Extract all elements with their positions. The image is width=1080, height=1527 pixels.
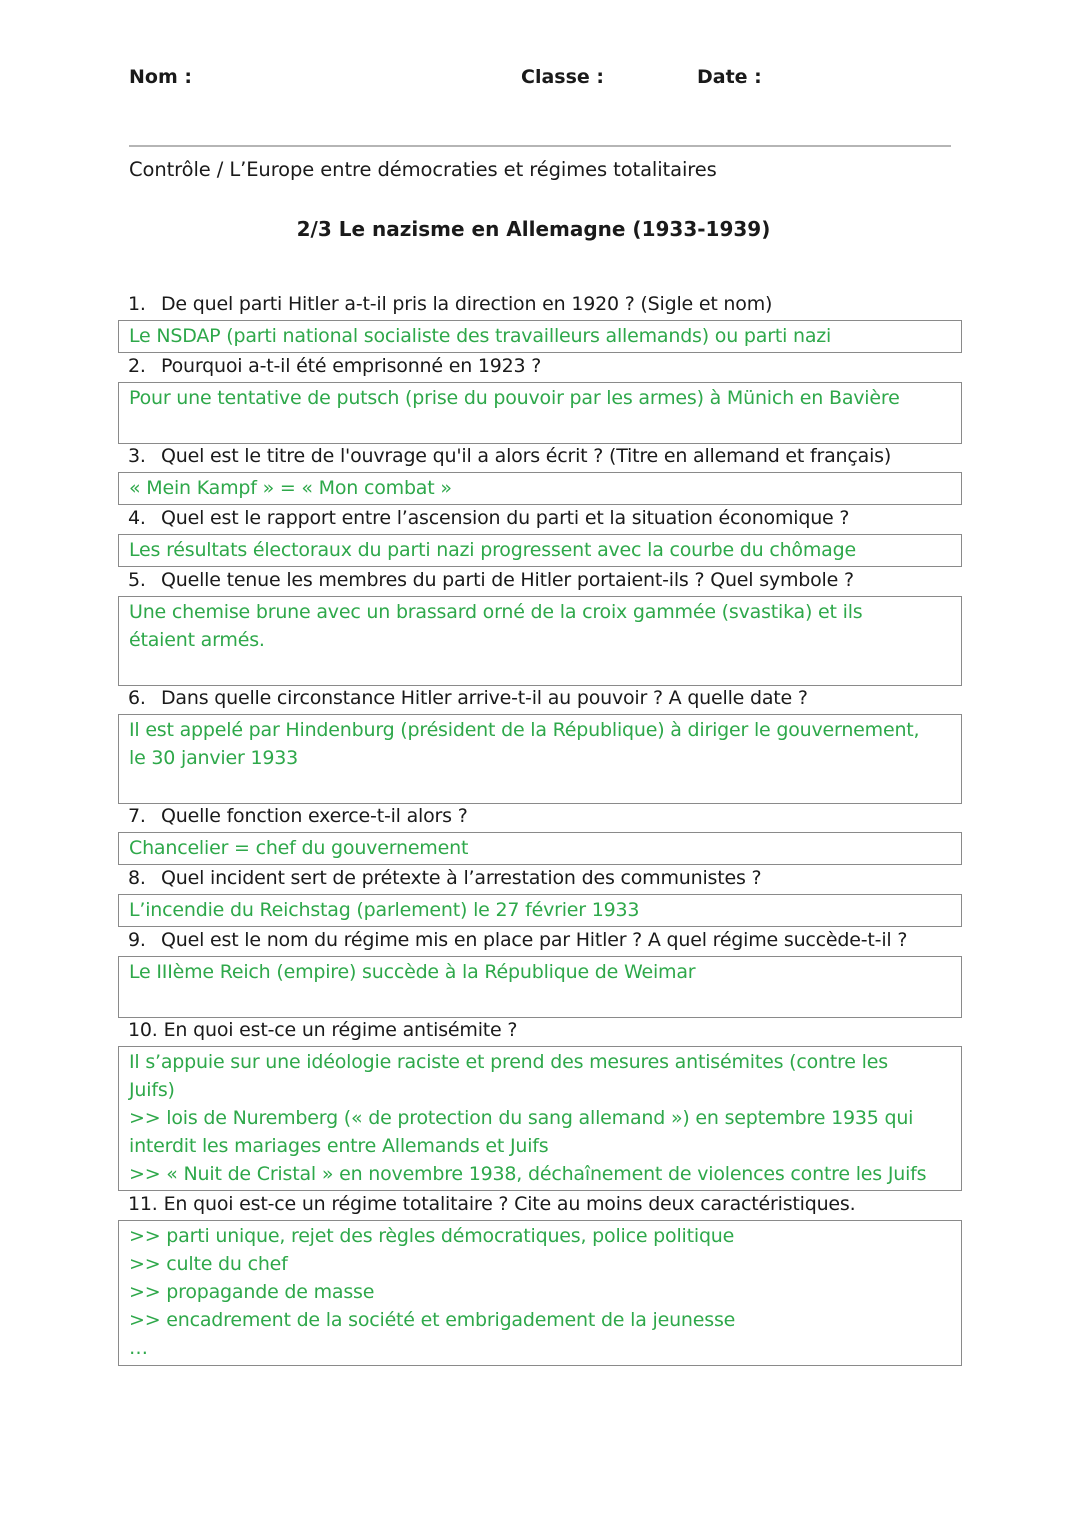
question-text: Quelle fonction exerce-t-il alors ? <box>161 805 468 827</box>
answer-line: Chancelier = chef du gouvernement <box>129 837 469 859</box>
answer-box <box>118 1046 962 1191</box>
question <box>118 503 962 534</box>
question-number: 2. <box>128 355 146 377</box>
question <box>118 565 962 596</box>
answer-line: Le IIIème Reich (empire) succède à la République de Weimar <box>129 961 696 983</box>
answer-line: Juifs) <box>129 1079 175 1101</box>
question <box>118 1015 962 1046</box>
question-text: Quel est le nom du régime mis en place par Hitler ? A quel régime succède-t-il ? <box>161 929 908 951</box>
section-title: 2/3 Le nazisme en Allemagne (1933-1939) <box>296 217 771 241</box>
question-block <box>118 289 962 353</box>
answer-box <box>118 382 962 444</box>
answer-line: Une chemise brune avec un brassard orné de la croix gammée (svastika) et ils <box>129 601 863 623</box>
answer-box <box>118 534 962 567</box>
answer-line: Pour une tentative de putsch (prise du pouvoir par les armes) à Münich en Bavière <box>129 387 900 409</box>
question-block <box>118 1189 962 1366</box>
question-number: 7. <box>128 805 146 827</box>
question <box>118 683 962 714</box>
question-block <box>118 801 962 865</box>
answer-line: Les résultats électoraux du parti nazi progressent avec la courbe du chômage <box>129 539 856 561</box>
question-number: 1. <box>128 293 146 315</box>
question-number: 8. <box>128 867 146 889</box>
question-block <box>118 683 962 804</box>
answer-line: « Mein Kampf » = « Mon combat » <box>129 477 452 499</box>
question-block <box>118 1015 962 1191</box>
answer-line: Il est appelé par Hindenburg (président de la République) à diriger le gouvernement, <box>129 719 920 741</box>
nom-label: Nom : <box>129 66 192 88</box>
header-divider <box>129 145 951 147</box>
question <box>118 863 962 894</box>
answer-line: le 30 janvier 1933 <box>129 747 299 769</box>
exam-subtitle: Contrôle / L’Europe entre démocraties et régimes totalitaires <box>129 158 717 181</box>
question-text: Pourquoi a-t-il été emprisonné en 1923 ? <box>161 355 542 377</box>
question-text: Dans quelle circonstance Hitler arrive-t-il au pouvoir ? A quelle date ? <box>161 687 808 709</box>
question-text: Quel incident sert de prétexte à l’arrestation des communistes ? <box>161 867 762 889</box>
question-block <box>118 863 962 927</box>
question-block <box>118 441 962 505</box>
question-text: En quoi est-ce un régime totalitaire ? Cite au moins deux caractéristiques. <box>163 1193 856 1215</box>
question <box>118 1189 962 1220</box>
question-block <box>118 565 962 686</box>
question-block <box>118 925 962 1018</box>
answer-line: Il s’appuie sur une idéologie raciste et prend des mesures antisémites (contre les <box>129 1051 888 1073</box>
question-number: 3. <box>128 445 146 467</box>
date-label: Date : <box>697 66 762 88</box>
answer-line: L’incendie du Reichstag (parlement) le 27 février 1933 <box>129 899 640 921</box>
answer-box <box>118 956 962 1018</box>
question-text: De quel parti Hitler a-t-il pris la direction en 1920 ? (Sigle et nom) <box>161 293 773 315</box>
question-number: 9. <box>128 929 146 951</box>
answer-box <box>118 472 962 505</box>
question-text: Quel est le rapport entre l’ascension du parti et la situation économique ? <box>161 507 850 529</box>
question <box>118 351 962 382</box>
question-block <box>118 351 962 444</box>
answer-box <box>118 832 962 865</box>
answer-box <box>118 320 962 353</box>
question-number: 10. <box>128 1019 158 1041</box>
question-text: En quoi est-ce un régime antisémite ? <box>163 1019 518 1041</box>
question-number: 4. <box>128 507 146 529</box>
question <box>118 925 962 956</box>
question <box>118 801 962 832</box>
question-number: 6. <box>128 687 146 709</box>
answer-line: >> « Nuit de Cristal » en novembre 1938, déchaînement de violences contre les Juifs <box>129 1163 927 1185</box>
answer-line: étaient armés. <box>129 629 265 651</box>
question-text: Quel est le titre de l'ouvrage qu'il a alors écrit ? (Titre en allemand et français) <box>161 445 892 467</box>
answer-box <box>118 894 962 927</box>
answer-box <box>118 1220 962 1366</box>
answer-box <box>118 714 962 804</box>
answer-line: … <box>129 1337 148 1359</box>
question <box>118 441 962 472</box>
answer-line: >> culte du chef <box>129 1253 288 1275</box>
question-number: 11. <box>128 1193 158 1215</box>
answer-line: >> propagande de masse <box>129 1281 375 1303</box>
question-block <box>118 503 962 567</box>
answer-line: >> parti unique, rejet des règles démocratiques, police politique <box>129 1225 735 1247</box>
question-number: 5. <box>128 569 146 591</box>
answer-line: >> lois de Nuremberg (« de protection du sang allemand ») en septembre 1935 qui <box>129 1107 914 1129</box>
answer-box <box>118 596 962 686</box>
answer-line: >> encadrement de la société et embrigadement de la jeunesse <box>129 1309 736 1331</box>
classe-label: Classe : <box>521 66 604 88</box>
question-text: Quelle tenue les membres du parti de Hitler portaient-ils ? Quel symbole ? <box>161 569 854 591</box>
answer-line: interdit les mariages entre Allemands et Juifs <box>129 1135 549 1157</box>
answer-line: Le NSDAP (parti national socialiste des travailleurs allemands) ou parti nazi <box>129 325 832 347</box>
question <box>118 289 962 320</box>
